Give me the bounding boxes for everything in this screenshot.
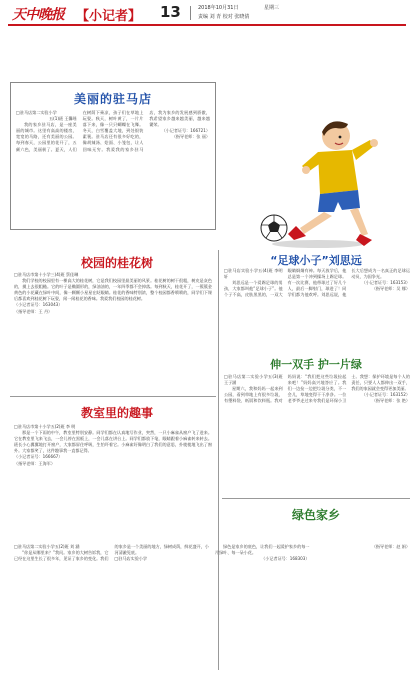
article-editor-green-hands: （指导老师：张 艳） [371, 398, 410, 404]
article-teacher-guihua: （小记者证号：163043） [14, 302, 63, 308]
article-byline-green-home-b: □驻马店实验小学 [114, 556, 148, 562]
article-text-zhumadian: 我的家乡驻马店，是一座美丽的城市。这里有高高的楼房，宽宽的马路，还有美丽的公园。每到春天，公园里的花开了，五颜六色，美丽极了。夏天，人们在树荫下乘凉，孩子们在草地上玩耍。秋天，树叶黄了，一片片落下来，像一只只蝴蝶在飞舞。冬天，白雪覆盖大地，到处银装素裹。驻马店还有很多好吃的，像胡辣汤、烩面、小笼包，让人回味无穷。我爱我的家乡驻马店，我为家乡的发展感到骄傲，我希望家乡越来越美丽，越来越繁荣。 [16, 110, 210, 152]
masthead-section: 【小记者】 [76, 9, 142, 24]
article-title-classroom: 教室里的趣事 [80, 406, 153, 420]
article-title-zhumadian: 美丽的驻马店 [73, 92, 152, 106]
article-teacher-green-hands: （小记者证号：163152） [361, 392, 410, 398]
masthead [0, 0, 415, 24]
article-byline-zhumadian: □驻马店第二实验小学 [16, 110, 57, 115]
masthead-weekday: 星期三 [264, 5, 280, 11]
article-title-green-hands: 伸一双手 护一片绿 [270, 358, 362, 371]
article-editor-zhumadian: （指导老师：张 丽） [171, 134, 210, 140]
article-class-zhumadian: 五(1)班 王馨瑶 [49, 116, 77, 122]
article-editor-football: （指导老师：吴 娜） [371, 286, 410, 292]
article-teacher-classroom: （小记者证号：166667） [14, 454, 63, 460]
masthead-page-number: 13 [160, 3, 181, 21]
article-editor-guihua: （指导老师：王 丹） [14, 308, 53, 314]
article-text-green-home-b: 绿色是家乡的底色，让我们一起爱护家乡的每一片绿叶、每一朵小花。 [215, 544, 310, 556]
article-teacher-zhumadian: （小记者证号：166721） [161, 128, 210, 134]
soccer-kid-icon [240, 110, 390, 250]
article-byline-green-hands: □驻马店第二实验小学五(3)班 王子涵 [224, 374, 283, 386]
article-body-green-hands [224, 374, 410, 478]
article-body-zhumadian [16, 110, 210, 226]
article-text-football: 刘思远是一个爱踢足球的男孩，大家都叫他“足球小子”。他个子不高，皮肤黑黑的，一双大眼睛炯炯有神。每天放学后，他总是第一个冲到操场上踢足球。有一次比赛，他带球过了好几个人，最后一脚射门，球进了！同学们都为他欢呼。刘思远说，他长大后想成为一名真正的足球运动员，为国争光。 [224, 268, 410, 298]
article-teacher-football: （小记者证号：163153） [361, 280, 410, 286]
article-text-green-home-a: “你是从哪里来？”我问。家乡的大树告诉我，它已经在这里生长了很多年，见证了家乡的变化。我们的家乡是一个美丽的地方，绿树成荫，鲜花盛开，小河清澈见底。 [14, 544, 209, 562]
article-text-guihua: 我们学校的校园里有一棵高大的桂花树，它是我们校园里最美丽的风景。桂花树的树干很粗，树皮是灰色的，摸上去很粗糙。它的叶子是椭圆形的，绿油油的，一年四季都不会掉落。每到秋天，桂花开了，一簇簇金黄色的小花藏在绿叶中间，像一颗颗小星星在眨眼睛。桂花的香味特别浓，整个校园都香喷喷的，同学们下课后都喜欢到桂花树下玩耍，闻一闻桂花的香味。我爱我们校园的桂花树。 [14, 278, 212, 302]
masthead-staff: 责编 刘 青 校对 张晓倩 [198, 14, 250, 20]
article-byline-green-home-a: □驻马店第二实验小学五(2)班 刘 涵 [14, 544, 80, 549]
article-text-green-hands: 星期六，我和妈妈一起来到公园，看到草地上有很多垃圾，有塑料袋、纸屑和饮料瓶。我对妈妈说：“我们把这些垃圾捡起来吧！”妈妈高兴地答应了。我们一边捡一边把垃圾分类，不一会儿，草地变得干干净净。一位老爷爷走过来夸我们是环保小卫士。我想：保护环境是每个人的责任，只要人人都伸出一双手，我们的家园就会变得更加美丽。 [224, 374, 410, 404]
masthead-date: 2018年10月31日 [198, 5, 239, 11]
section-rule-left [10, 396, 216, 397]
article-teacher-green-home: （小记者证号：168303） [261, 556, 310, 562]
article-text-classroom: 那是一个下雨的中午，教室里特别安静。同学们都在认真地写作业，突然，一只小麻雀从窗户飞了进来。它在教室里飞来飞去，一会儿停在黑板上，一会儿落在讲台上。同学们都放下笔，眼睛跟着小麻雀转来转去。班长小心翼翼地打开窗户，大家都屏住呼吸，生怕吓着它。小麻雀好像明白了我们的意思，扑棱棱地飞出了窗外。大家都笑了，这件趣事我一直都记得。 [14, 430, 212, 454]
masthead-logo: 天中晚报 [12, 7, 64, 23]
article-title-green-home: 绿色家乡 [291, 508, 340, 522]
article-body-guihua [14, 272, 212, 388]
article-body-green-home [14, 544, 410, 670]
masthead-underline [8, 24, 406, 26]
masthead-rule [190, 6, 191, 20]
article-editor-green-home: （指导老师：赵 娟） [371, 544, 410, 549]
article-body-classroom [14, 424, 212, 540]
article-editor-classroom: （指导老师：王海军） [14, 460, 55, 466]
article-byline-football: □驻马店实验小学五(4)班 李明轩 [224, 268, 283, 280]
article-title-guihua: 校园的桂花树 [80, 256, 153, 270]
article-byline-guihua: □驻马店市第十小学三(4)班 蔡佳琳 [14, 272, 79, 277]
article-title-football: “足球小子”刘思远 [270, 254, 362, 267]
article-body-football [224, 268, 410, 340]
section-rule-right [222, 498, 410, 499]
article-byline-classroom: □驻马店市第十小学五(2)班 李 明 [14, 424, 76, 429]
